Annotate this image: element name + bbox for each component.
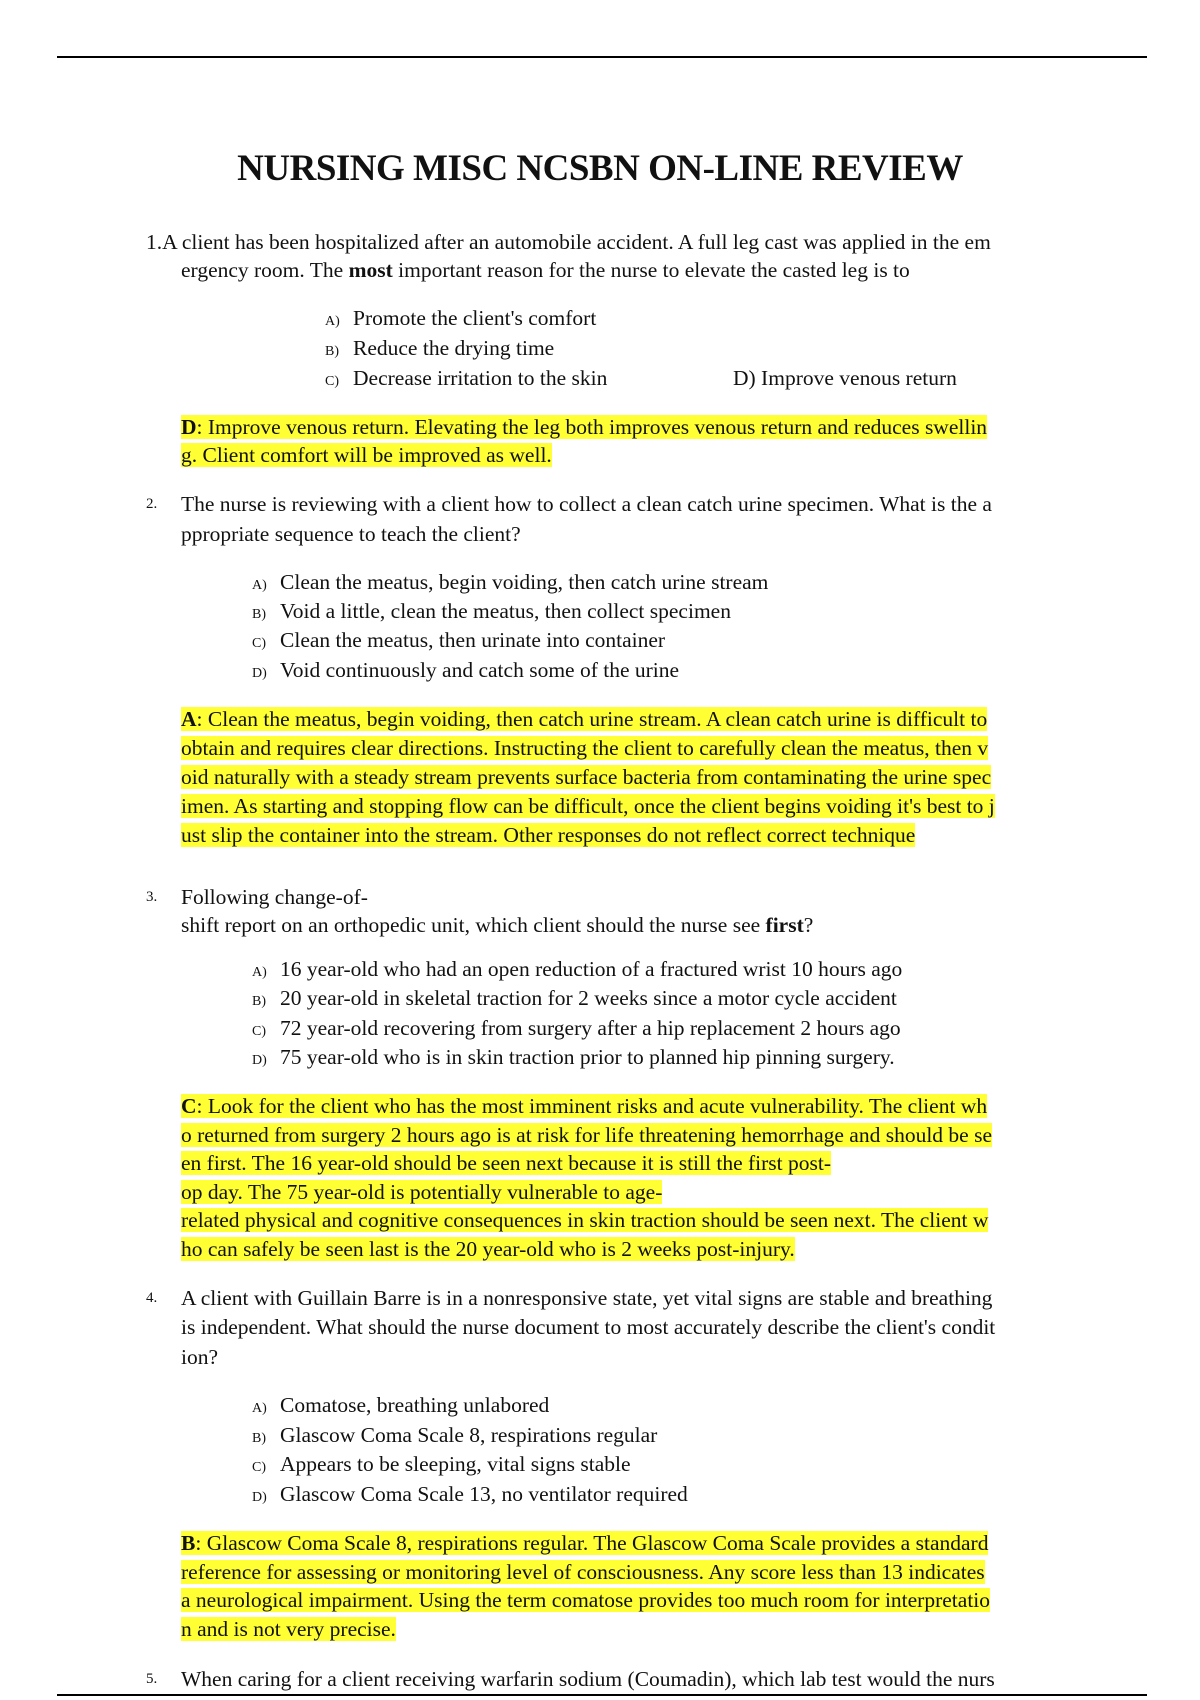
q1-option-d: D) Improve venous return (733, 366, 957, 390)
q3-option-c: C) 72 year-old recovering from surgery after a hip replacement 2 hours ago (252, 1016, 901, 1040)
q4-answer-line-4: n and is not very precise. (181, 1617, 396, 1641)
q4-stem-line-1: A client with Guillain Barre is in a nonresponsive state, yet vital signs are stable and breathing (181, 1286, 993, 1310)
q1-answer-line-1: D: Improve venous return. Elevating the leg both improves venous return and reduces swellin (181, 415, 988, 439)
q4-answer-line-3: a neurological impairment. Using the term comatose provides too much room for interpretatio (181, 1588, 991, 1612)
q2-answer-line-2: obtain and requires clear directions. Instructing the client to carefully clean the meatus, then v (181, 736, 989, 760)
q2-option-c: C) Clean the meatus, then urinate into container (252, 628, 666, 652)
document-title: NURSING MISC NCSBN ON-LINE REVIEW (237, 148, 963, 189)
q4-stem-line-2: is independent. What should the nurse document to most accurately describe the client's condit (181, 1315, 996, 1339)
q3-option-a: A) 16 year-old who had an open reduction of a fractured wrist 10 hours ago (252, 957, 903, 981)
bottom-rule (57, 1694, 1147, 1696)
q2-answer-line-1: A: Clean the meatus, begin voiding, then catch urine stream. A clean catch urine is difficult to (181, 707, 988, 731)
q1-stem-line-1: 1.A client has been hospitalized after an automobile accident. A full leg cast was applied in the em (146, 230, 991, 254)
q3-answer-line-2: o returned from surgery 2 hours ago is at risk for life threatening hemorrhage and should be se (181, 1123, 992, 1147)
q2-number: 2. (146, 496, 158, 512)
q4-option-b: B) Glascow Coma Scale 8, respirations regular (252, 1423, 658, 1447)
q4-number: 4. (146, 1290, 158, 1306)
q3-answer-line-4: op day. The 75 year-old is potentially vulnerable to age- (181, 1180, 663, 1204)
top-rule (57, 56, 1147, 58)
q2-answer-line-4: imen. As starting and stopping flow can be difficult, once the client begins voiding it's best to j (181, 794, 995, 818)
q1-stem-line-2: ergency room. The most important reason for the nurse to elevate the casted leg is to (181, 258, 910, 282)
q1-option-a: A) Promote the client's comfort (325, 306, 597, 330)
q3-answer-line-1: C: Look for the client who has the most imminent risks and acute vulnerability. The client wh (181, 1094, 988, 1118)
q4-answer-line-1: B: Glascow Coma Scale 8, respirations regular. The Glascow Coma Scale provides a standard (181, 1531, 989, 1555)
q5-stem-line-1: When caring for a client receiving warfarin sodium (Coumadin), which lab test would the nurs (181, 1667, 995, 1691)
q1-option-b: B) Reduce the drying time (325, 336, 555, 360)
q2-option-d: D) Void continuously and catch some of the urine (252, 658, 680, 682)
q1-option-c: C) Decrease irritation to the skin (325, 366, 608, 390)
q3-option-b: B) 20 year-old in skeletal traction for 2 weeks since a motor cycle accident (252, 986, 897, 1010)
q1-answer-line-2: g. Client comfort will be improved as well. (181, 443, 552, 467)
q2-stem-line-2: ppropriate sequence to teach the client? (181, 522, 521, 546)
q3-answer-line-3: en first. The 16 year-old should be seen next because it is still the first post- (181, 1151, 831, 1175)
q3-option-d: D) 75 year-old who is in skin traction prior to planned hip pinning surgery. (252, 1045, 895, 1069)
q3-stem-line-1: Following change-of- (181, 885, 368, 909)
q4-option-c: C) Appears to be sleeping, vital signs stable (252, 1452, 631, 1476)
q3-answer-line-6: ho can safely be seen last is the 20 year-old who is 2 weeks post-injury. (181, 1237, 795, 1261)
q2-option-a: A) Clean the meatus, begin voiding, then catch urine stream (252, 570, 769, 594)
q2-answer-line-3: oid naturally with a steady stream prevents surface bacteria from contaminating the urine spec (181, 765, 992, 789)
q2-stem-line-1: The nurse is reviewing with a client how to collect a clean catch urine specimen. What is the a (181, 492, 992, 516)
q3-stem-line-2: shift report on an orthopedic unit, which client should the nurse see first? (181, 913, 814, 937)
q3-number: 3. (146, 889, 158, 905)
q4-option-a: A) Comatose, breathing unlabored (252, 1393, 550, 1417)
q5-number: 5. (146, 1671, 158, 1687)
q4-answer-line-2: reference for assessing or monitoring level of consciousness. Any score less than 13 indicates (181, 1560, 985, 1584)
q2-answer-line-5: ust slip the container into the stream. Other responses do not reflect correct technique (181, 823, 916, 847)
q3-answer-line-5: related physical and cognitive consequences in skin traction should be seen next. The client w (181, 1208, 989, 1232)
q2-option-b: B) Void a little, clean the meatus, then collect specimen (252, 599, 731, 623)
q4-option-d: D) Glascow Coma Scale 13, no ventilator required (252, 1482, 688, 1506)
q4-stem-line-3: ion? (181, 1345, 219, 1369)
